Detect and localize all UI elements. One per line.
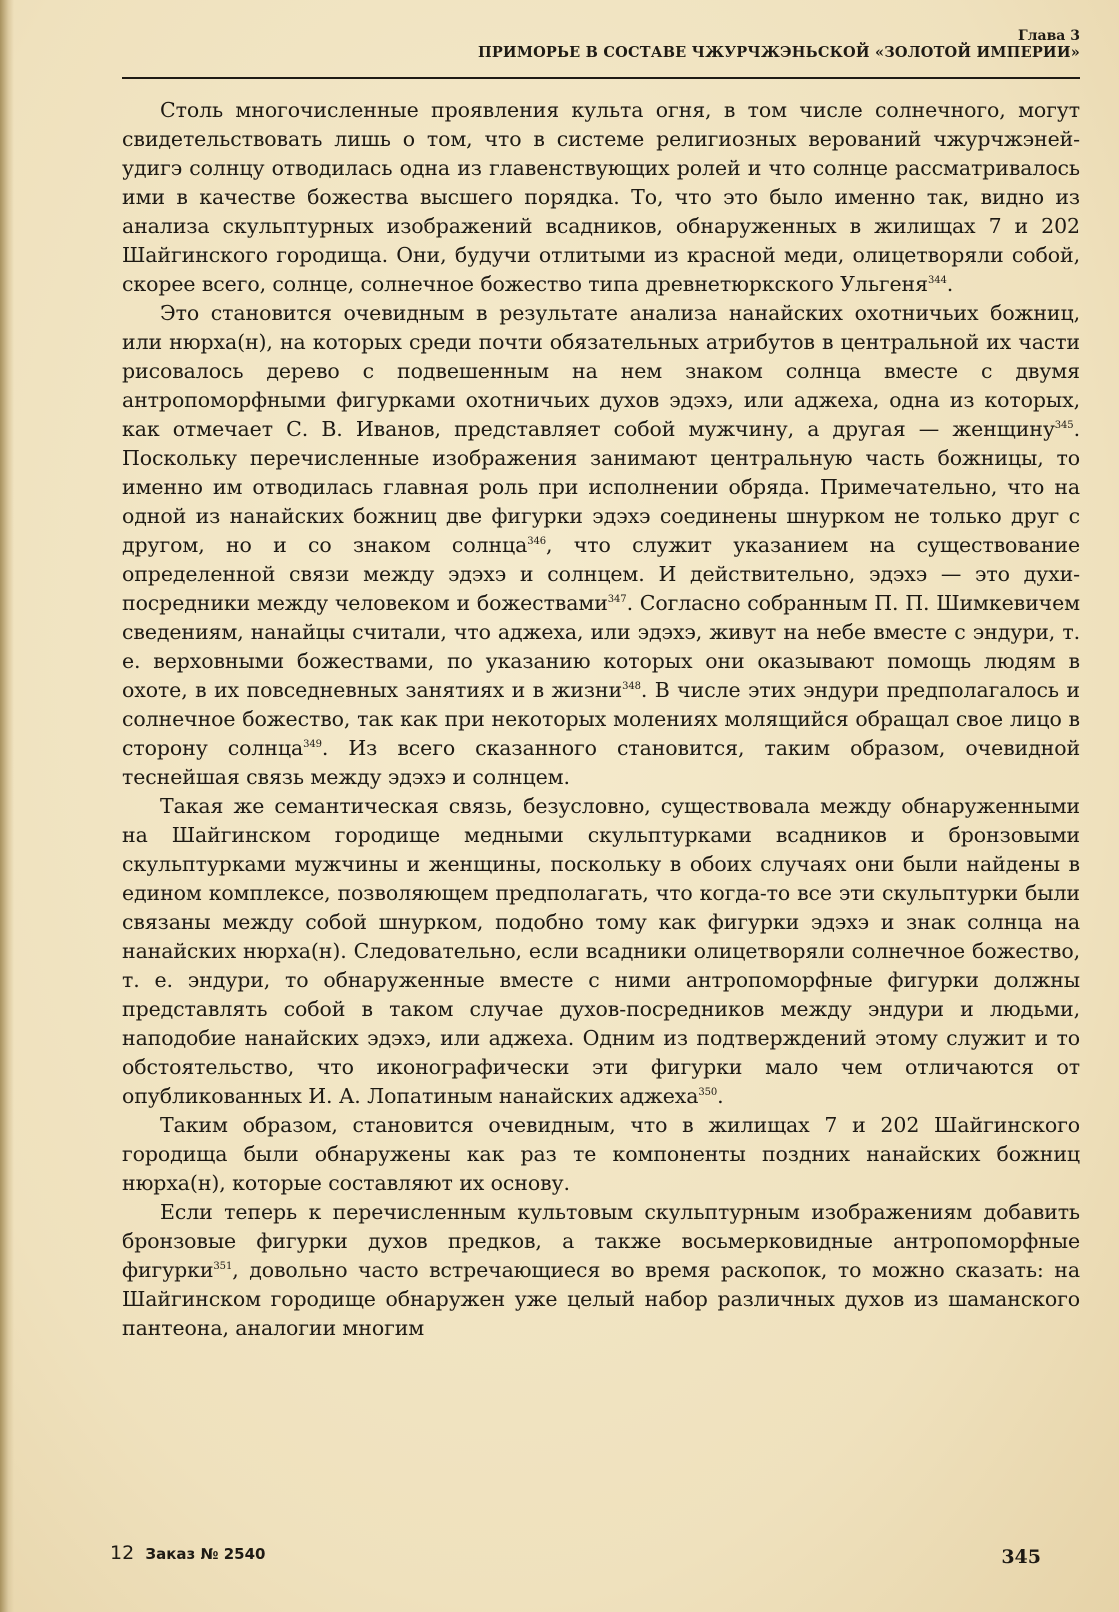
footnote-ref: 347: [607, 594, 627, 605]
text-segment: . Поскольку перечисленные изображения занимают центральную часть божницы, то именно им отводилась главная роль при исполнении обряда. Примечательно, что на одной из нанайских божниц две фигурки эдэхэ соединены шнурком не только друг с другом, но и со знаком солнца: [122, 417, 1080, 557]
paragraph: [122, 299, 1080, 792]
paragraph: [122, 792, 1080, 1111]
paragraph: [122, 1111, 1080, 1198]
body-text: [122, 96, 1080, 1343]
footnote-ref: 344: [927, 275, 947, 286]
chapter-label: Глава 3: [1017, 28, 1080, 44]
book-spine-shadow: [0, 0, 14, 1612]
running-title: ПРИМОРЬЕ В СОСТАВЕ ЧЖУРЧЖЭНЬСКОЙ «ЗОЛОТОЙ ИМПЕРИИ»: [477, 44, 1080, 61]
text-segment: , что служит указанием на существование определенной связи между эдэхэ и солнцем. И действительно, эдэхэ — это духи-посредники между человеком и божествами: [122, 533, 1080, 615]
printer-signature: [110, 1542, 265, 1564]
text-segment: .: [946, 272, 954, 296]
footnote-ref: 350: [698, 1087, 718, 1098]
page-number: 345: [1001, 1546, 1041, 1568]
footnote-ref: 349: [303, 739, 322, 750]
text-segment: Такая же семантическая связь, безусловно, существовала между обнаруженными на Шайгинском городище медными скульптурками всадников и бронзовыми скульптурками мужчины и женщины, поскольку в обоих случаях они были найдены в едином комплексе, позволяющем предполагать, что когда-то все эти скульптурки были связаны между собой шнурком, подобно тому как фигурки эдэхэ и знак солнца на нанайских нюрха(н). Следовательно, если всадники олицетворяли солнечное божество, т. е. эндури, то обнаруженные вместе с ними антропоморфные фигурки должны представлять собой в таком случае духов-посредников между эндури и людьми, наподобие нанайских эдэхэ, или аджеха. Одним из подтверждений этому служит и то обстоятельство, что иконографически эти фигурки мало чем отличаются от опубликованных И. А. Лопатиным нанайских аджеха: [122, 794, 1080, 1108]
order-number: Заказ № 2540: [145, 1545, 266, 1563]
header-rule: [122, 77, 1080, 79]
text-segment: . Из всего сказанного становится, таким образом, очевидной теснейшая связь между эдэхэ и солнцем.: [122, 736, 1081, 789]
text-segment: Если теперь к перечисленным культовым скульптурным изображениям добавить бронзовые фигурки духов предков, а также восьмерковидные антропоморфные фигурки: [122, 1200, 1080, 1282]
text-segment: . Согласно собранным П. П. Шимкевичем сведениям, нанайцы считали, что аджеха, или эдэхэ, живут на небе вместе с эндури, т. е. верховными божествами, по указанию которых они оказывают помощь людям в охоте, в их повседневных занятиях и в жизни: [122, 591, 1080, 702]
footnote-ref: 345: [1054, 420, 1074, 431]
footnote-ref: 348: [622, 681, 641, 692]
text-segment: . В числе этих эндури предполагалось и солнечное божество, так как при некоторых молениях молящийся обращал свое лицо в сторону солнца: [122, 678, 1080, 760]
text-segment: Это становится очевидным в результате анализа нанайских охотничьих божниц, или нюрха(н), на которых среди почти обязательных атрибутов в центральной их части рисовалось дерево с подвешенным на нем знаком солнца вместе с двумя антропоморфными фигурками охотничьих духов эдэхэ, или аджеха, одна из которых, как отмечает С. В. Иванов, представляет собой мужчину, а другая — женщину: [122, 301, 1080, 441]
text-segment: Таким образом, становится очевидным, что в жилищах 7 и 202 Шайгинского городища были обнаружены как раз те компоненты поздних нанайских божниц нюрха(н), которые составляют их основу.: [122, 1113, 1080, 1195]
text-segment: Столь многочисленные проявления культа огня, в том числе солнечного, могут свидетельствовать лишь о том, что в системе религиозных верований чжурчжэней-удигэ солнцу отводилась одна из главенствующих ролей и что солнце рассматривалось ими в качестве божества высшего порядка. То, что это было именно так, видно из анализа скульптурных изображений всадников, обнаруженных в жилищах 7 и 202 Шайгинского городища. Они, будучи отлитыми из красной меди, олицетворяли собой, скорее всего, солнце, солнечное божество типа древнетюркского Ульгеня: [122, 98, 1080, 296]
signature-number: 12: [110, 1542, 135, 1564]
paragraph: [122, 1198, 1080, 1343]
running-header: [120, 28, 1080, 62]
footnote-ref: 346: [527, 536, 547, 547]
text-segment: , довольно часто встречающиеся во время раскопок, то можно сказать: на Шайгинском городище обнаружен уже целый набор различных духов из шаманского пантеона, аналогии многим: [122, 1258, 1080, 1340]
paragraph: [122, 96, 1080, 299]
footnote-ref: 351: [213, 1261, 233, 1272]
text-segment: .: [717, 1084, 724, 1108]
